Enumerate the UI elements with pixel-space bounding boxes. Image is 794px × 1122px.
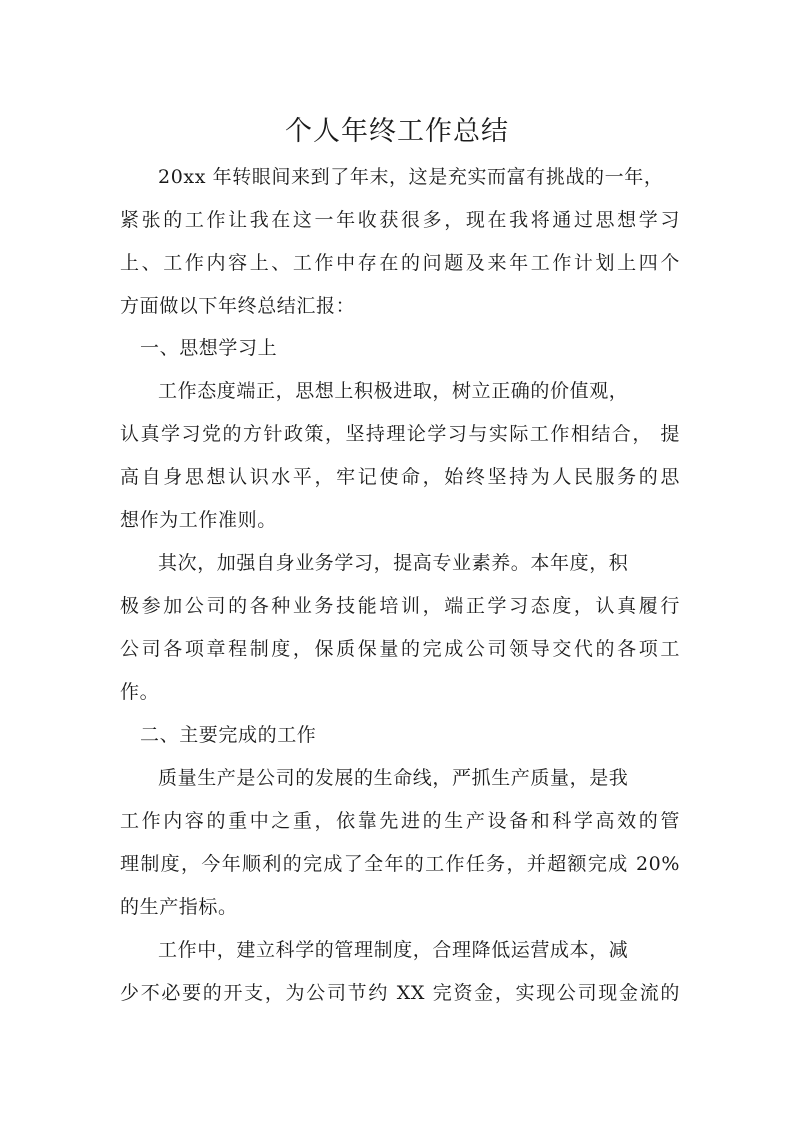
paragraph-line: 质量生产是公司的发展的生命线，严抓生产质量，是我 (158, 767, 629, 789)
paragraph-line: 公司各项章程制度，保质保量的完成公司领导交代的各项工 (120, 638, 680, 660)
paragraph-line: 想作为工作准则。 (120, 509, 277, 531)
paragraph-line: 认真学习党的方针政策，坚持理论学习与实际工作相结合， 提 (120, 423, 680, 445)
paragraph-line: 作。 (120, 681, 160, 703)
paragraph-line: 高自身思想认识水平，牢记使命，始终坚持为人民服务的思 (120, 466, 680, 488)
section-heading: 一、思想学习上 (140, 337, 278, 359)
paragraph-line: 少不必要的开支，为公司节约 XX 完资金，实现公司现金流的 (120, 982, 680, 1004)
paragraph-line: 工作内容的重中之重，依靠先进的生产设备和科学高效的管 (120, 810, 680, 832)
document-title: 个人年终工作总结 (285, 116, 509, 147)
paragraph-line: 工作中，建立科学的管理制度，合理降低运营成本，减 (158, 939, 629, 961)
paragraph-line: 方面做以下年终总结汇报： (120, 295, 356, 317)
paragraph-line: 其次，加强自身业务学习，提高专业素养。本年度，积 (158, 552, 629, 574)
paragraph-line: 上、工作内容上、工作中存在的问题及来年工作计划上四个 (120, 252, 680, 274)
paragraph-line: 的生产指标。 (120, 896, 238, 918)
paragraph-line: 极参加公司的各种业务技能培训，端正学习态度，认真履行 (120, 595, 680, 617)
paragraph-line: 工作态度端正，思想上积极进取，树立正确的价值观， (158, 380, 629, 402)
paragraph-line: 20xx 年转眼间来到了年末，这是充实而富有挑战的一年， (158, 166, 664, 188)
paragraph-line: 紧张的工作让我在这一年收获很多，现在我将通过思想学习 (120, 209, 680, 231)
paragraph-line: 理制度，今年顺利的完成了全年的工作任务，并超额完成 20% (120, 853, 680, 875)
section-heading: 二、主要完成的工作 (140, 724, 317, 746)
